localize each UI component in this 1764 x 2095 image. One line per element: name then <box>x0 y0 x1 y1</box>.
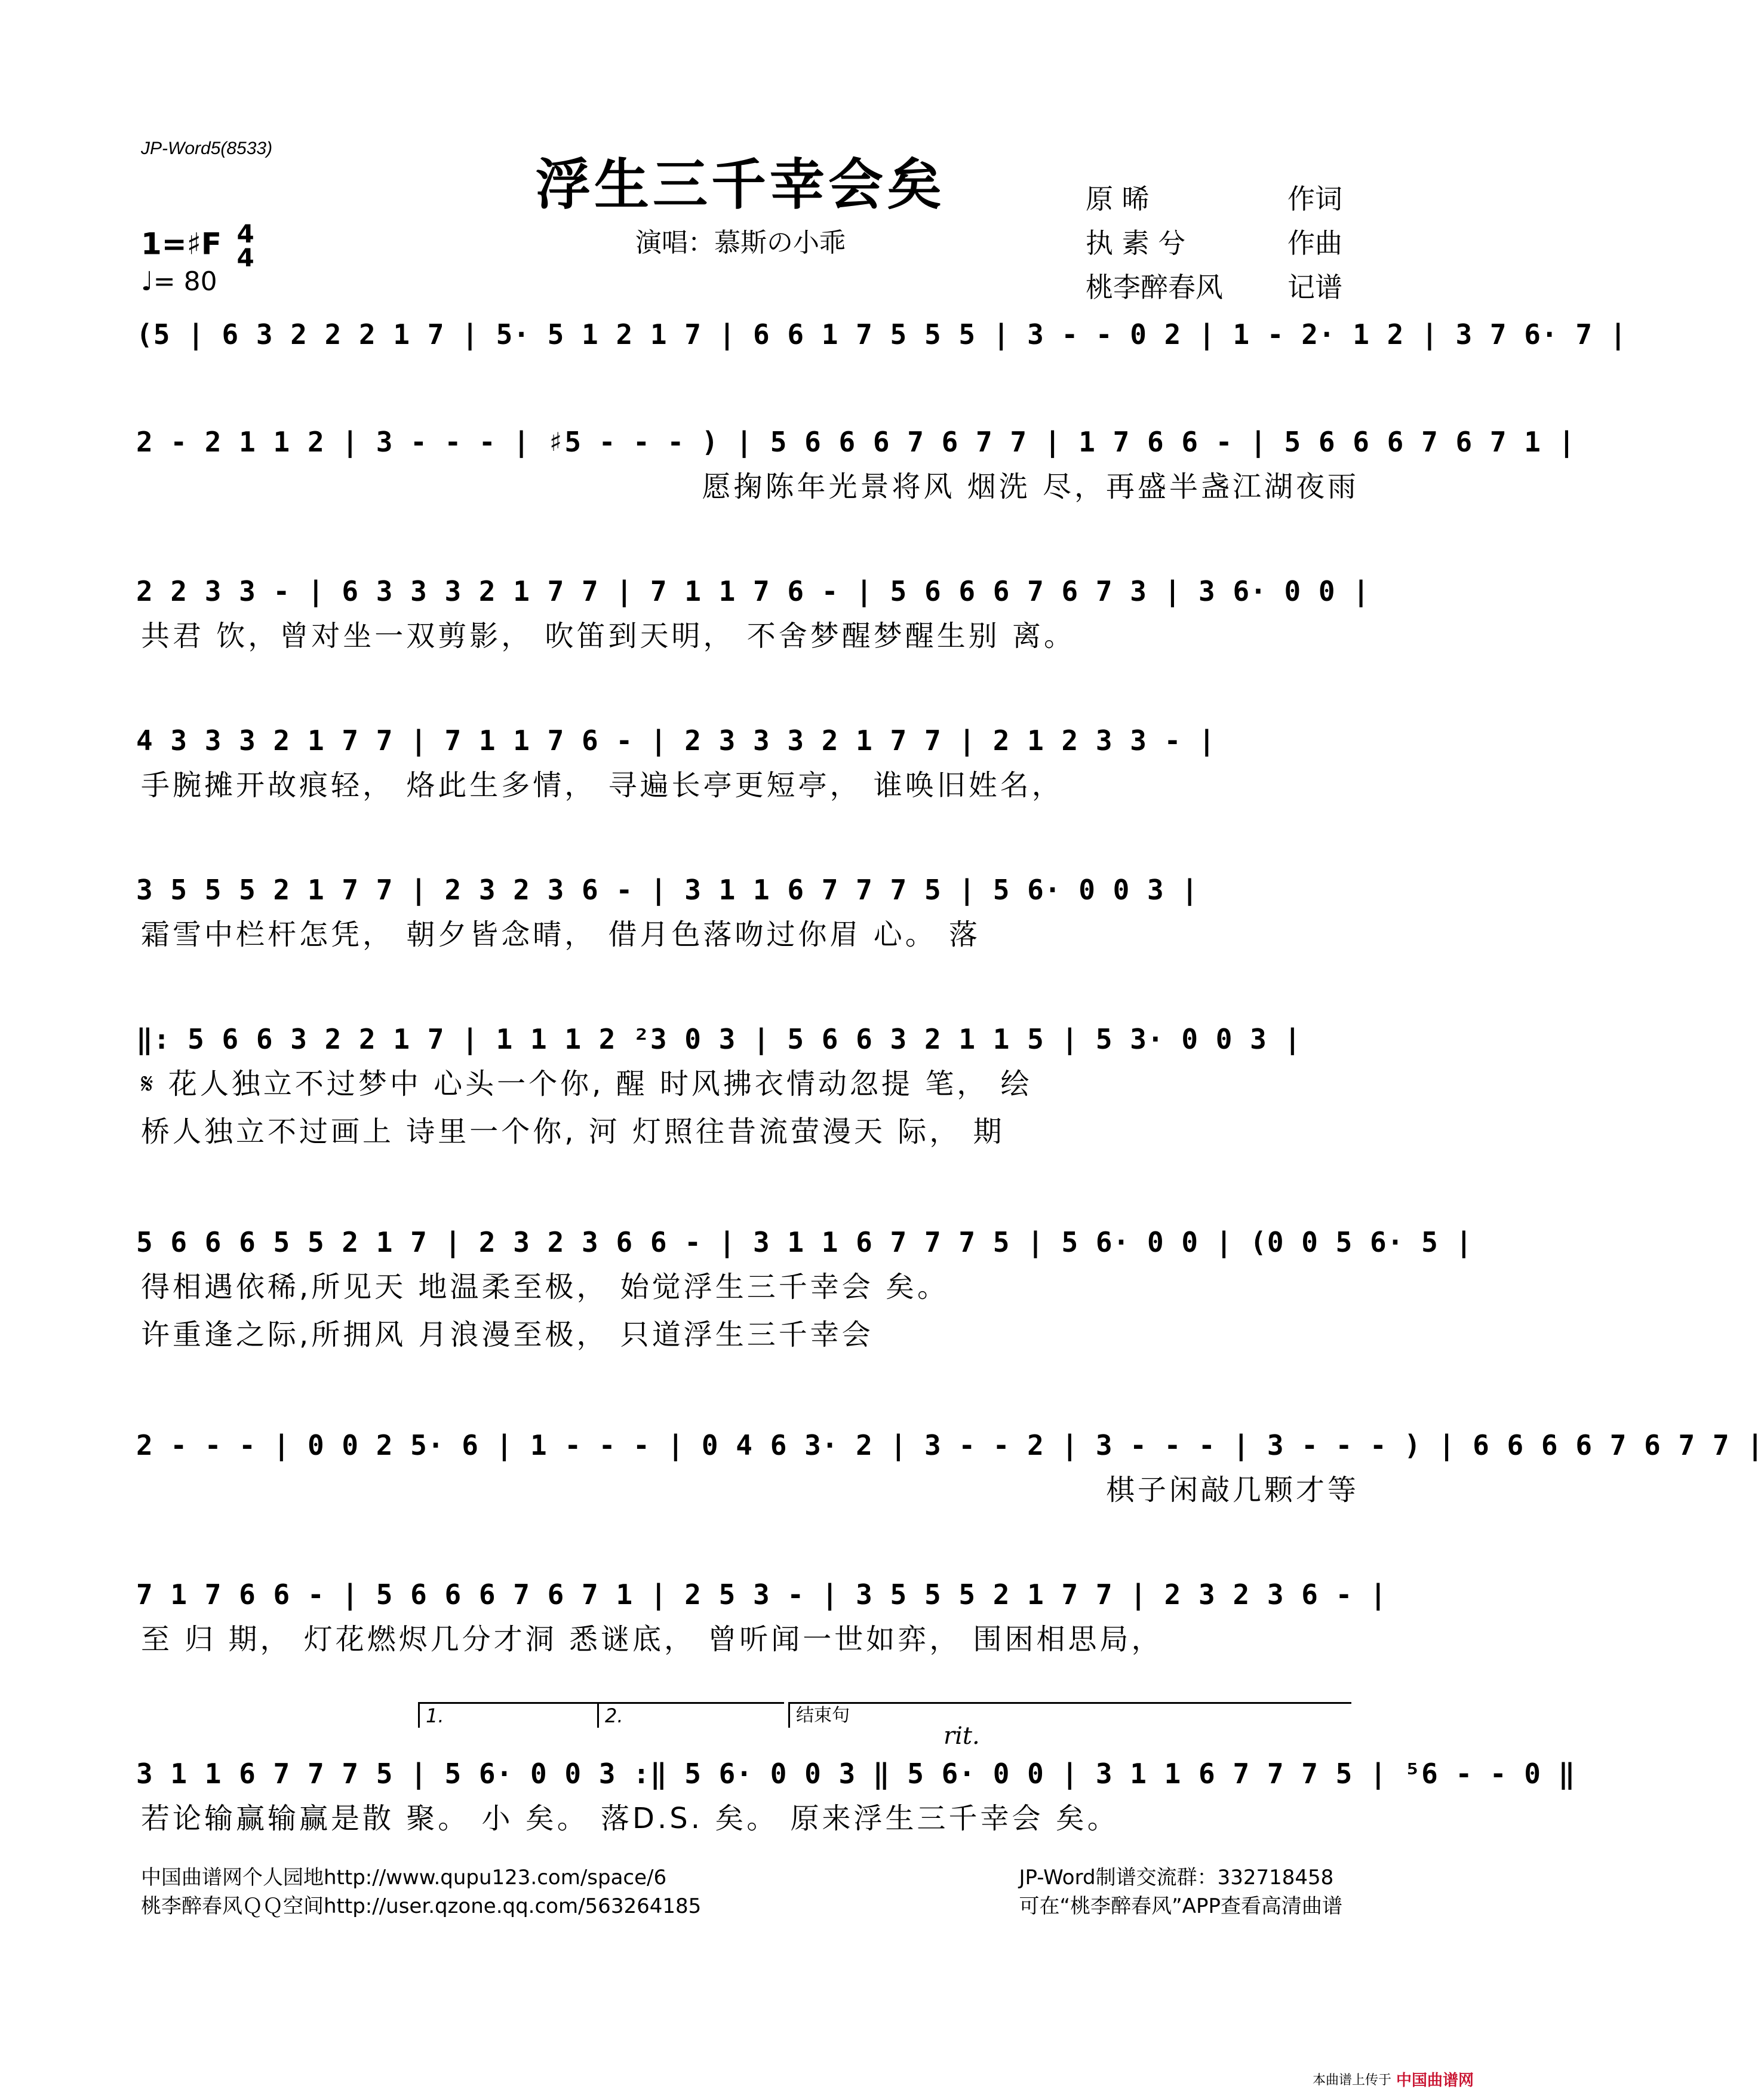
notation-line-9: 7 1 7 6 6 - | 5 6 6 6 7 6 7 1 | 2 5 3 - | 3 5 5 5 2 1 7 7 | 2 3 2 3 6 - | <box>136 1578 1387 1611</box>
credit-transcriber: 桃李醉春风 记谱 <box>1086 271 1342 303</box>
site-logo[interactable]: 中国曲谱网 <box>1396 2072 1474 2090</box>
lyric-line-6b: 桥人独立不过画上 诗里一个你, 河 灯照往昔流萤漫天 际， 期 <box>141 1115 1005 1148</box>
key-signature: 1=♯F 4 4 <box>141 219 254 272</box>
lyric-line-8: 棋子闲敲几颗才等 <box>1105 1473 1359 1507</box>
volta-first-ending: 1. <box>418 1702 599 1728</box>
credits-block <box>1086 177 1342 309</box>
footer-right-info <box>1019 1863 1343 1921</box>
footer-link-qupu[interactable]: 中国曲谱网个人园地http://www.qupu123.com/space/6 <box>141 1866 667 1890</box>
notation-line-10: 3 1 1 6 7 7 7 5 | 5 6· 0 0 3 :‖ 5 6· 0 0 3 ‖ 5 6· 0 0 | 3 1 1 6 7 7 7 5 | ⁵6 - - 0 ‖ <box>136 1758 1576 1790</box>
lyric-line-7b: 许重逢之际,所拥风 月浪漫至极， 只道浮生三千幸会 <box>141 1318 874 1351</box>
lyric-line-4: 手腕摊开故痕轻， 烙此生多情， 寻遍长亭更短亭， 谁唤旧姓名， <box>141 769 1064 802</box>
software-label: JP-Word5(8533) <box>141 139 273 158</box>
footer-left-links <box>141 1863 701 1921</box>
footer-link-qzone[interactable]: 桃李醉春风ＱＱ空间http://user.qzone.qq.com/563264185 <box>141 1894 702 1918</box>
lyric-line-9: 至 归 期， 灯花燃烬几分才洞 悉谜底， 曾听闻一世如弈， 围困相思局， <box>141 1623 1163 1656</box>
notation-line-8: 2 - - - | 0 0 2 5· 6 | 1 - - - | 0 4 6 3· 2 | 3 - - 2 | 3 - - - | 3 - - - ) | 6 6 6 6 7 6 7 7 | <box>136 1429 1764 1461</box>
notation-line-1: (5 | 6 3 2 2 2 1 7 | 5· 5 1 2 1 7 | 6 6 1 7 5 5 5 | 3 - - 0 2 | 1 - 2· 1 2 | 3 7 6· 7 | <box>136 318 1627 351</box>
notation-line-5: 3 5 5 5 2 1 7 7 | 2 3 2 3 6 - | 3 1 1 6 7 7 7 5 | 5 6· 0 0 3 | <box>136 874 1199 906</box>
upload-text: 本曲谱上传于 <box>1312 2073 1391 2088</box>
credit-composer: 执 素 兮 作曲 <box>1086 227 1342 259</box>
notation-line-7: 5 6 6 6 5 5 2 1 7 | 2 3 2 3 6 6 - | 3 1 1 6 7 7 7 5 | 5 6· 0 0 | (0 0 5 6· 5 | <box>136 1226 1473 1258</box>
credit-lyricist: 原 晞 作词 <box>1086 183 1342 215</box>
notation-line-4: 4 3 3 3 2 1 7 7 | 7 1 1 7 6 - | 2 3 3 3 2 1 7 7 | 2 1 2 3 3 - | <box>136 724 1216 757</box>
footer-app-note: 可在“桃李醉春风”APP查看高清曲谱 <box>1019 1894 1342 1918</box>
singer-credit: 演唱：慕斯の小乖 <box>635 228 846 258</box>
volta-second-ending: 2. <box>597 1702 784 1728</box>
footer-qq-group: JP-Word制谱交流群：332718458 <box>1019 1866 1334 1890</box>
lyric-line-10: 若论输赢输赢是散 聚。 小 矣。 落D.S. 矣。 原来浮生三千幸会 矣。 <box>141 1802 1119 1835</box>
ritardando-marking: rit. <box>944 1722 980 1750</box>
notation-line-3: 2 2 3 3 - | 6 3 3 3 2 1 7 7 | 7 1 1 7 6 - | 5 6 6 6 7 6 7 3 | 3 6· 0 0 | <box>136 575 1370 607</box>
lyric-line-3: 共君 饮，曾对坐一双剪影， 吹笛到天明， 不舍梦醒梦醒生别 离。 <box>141 619 1076 653</box>
song-title: 浮生三千幸会矣 <box>535 152 945 217</box>
tempo-marking: ♩= 80 <box>141 266 217 297</box>
time-signature: 4 4 <box>236 219 254 272</box>
lyric-line-6a: 𝄋 花人独立不过梦中 心头一个你, 醒 时风拂衣情动忽提 笔， 绘 <box>141 1067 1032 1101</box>
notation-line-6: ‖: 5 6 6 3 2 2 1 7 | 1 1 1 2 ²3 0 3 | 5 6 6 3 2 1 1 5 | 5 3· 0 0 3 | <box>136 1023 1302 1055</box>
lyric-line-2: 愿掬陈年光景将风 烟洗 尽，再盛半盏江湖夜雨 <box>702 470 1359 503</box>
upload-watermark <box>1313 2068 1474 2090</box>
lyric-line-5: 霜雪中栏杆怎凭， 朝夕皆念晴， 借月色落吻过你眉 心。 落 <box>141 918 981 951</box>
lyric-line-7a: 得相遇依稀,所见天 地温柔至极， 始觉浮生三千幸会 矣。 <box>141 1270 949 1304</box>
ending-phrase-bracket: 结束句 <box>788 1702 1351 1728</box>
notation-line-2: 2 - 2 1 1 2 | 3 - - - | ♯5 - - - ) | 5 6 6 6 7 6 7 7 | 1 7 6 6 - | 5 6 6 6 7 6 7 1 | <box>136 426 1576 458</box>
